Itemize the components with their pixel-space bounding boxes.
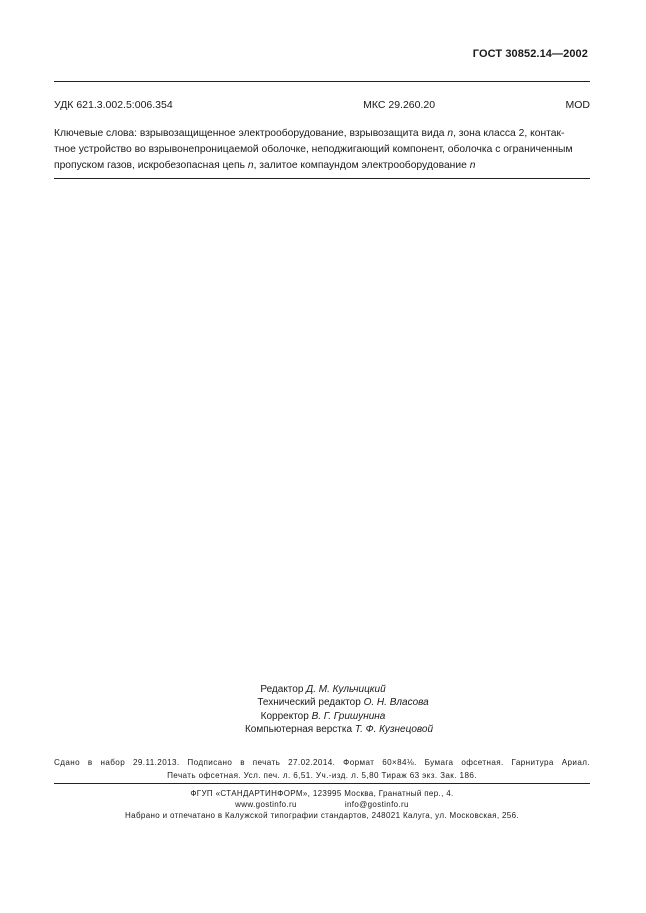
keywords-line-1: Ключевые слова: взрывозащищенное электрооборудование, взрывозащита вида n, зона класса 2, контак- (54, 128, 565, 139)
print-imprint (54, 756, 590, 782)
publisher-contacts (54, 799, 590, 810)
staff-tech-editor: Технический редактор О. Н. Власова (257, 697, 429, 709)
keywords-line-3: пропуском газов, искробезопасная цепь n, залитое компаундом электрооборудование n (54, 160, 476, 171)
classification-row (54, 99, 590, 111)
printing-house: Набрано и отпечатано в Калужской типографии стандартов, 248021 Калуга, ул. Московская, 256. (125, 811, 519, 820)
imprint-bottom-rule (54, 783, 590, 784)
udk-code: УДК 621.3.002.5:006.354 (54, 99, 173, 111)
staff-proofreader: Корректор В. Г. Гришунина (260, 710, 386, 722)
publisher-website: www.gostinfo.ru (235, 800, 297, 809)
standard-number: ГОСТ 30852.14—2002 (472, 48, 588, 60)
mod-label: MOD (565, 99, 590, 111)
staff-credits (0, 683, 646, 737)
keywords-bottom-rule (54, 178, 590, 179)
mks-code: МКС 29.260.20 (363, 99, 436, 111)
publisher-email: info@gostinfo.ru (344, 800, 409, 809)
imprint-line-2: Печать офсетная. Усл. печ. л. 6,51. Уч.-изд. л. 5,80 Тираж 63 экз. Зак. 186. (167, 771, 477, 780)
top-rule (54, 81, 590, 82)
imprint-line-1: Сдано в набор 29.11.2013. Подписано в печать 27.02.2014. Формат 60×84⅛. Бумага офсетная. Гарнитура Ариал. (54, 758, 590, 767)
keywords-block (54, 126, 590, 174)
staff-editor: Редактор Д. М. Кульчицкий (260, 684, 386, 695)
staff-layout: Компьютерная верстка Т. Ф. Кузнецовой (244, 724, 434, 736)
keywords-line-2: тное устройство во взрывонепроницаемой оболочке, неподжигающий компонент, оболочка с ограниченным (54, 144, 573, 155)
publisher-block (54, 788, 590, 821)
publisher-address: ФГУП «СТАНДАРТИНФОРМ», 123995 Москва, Гранатный пер., 4. (190, 789, 454, 798)
